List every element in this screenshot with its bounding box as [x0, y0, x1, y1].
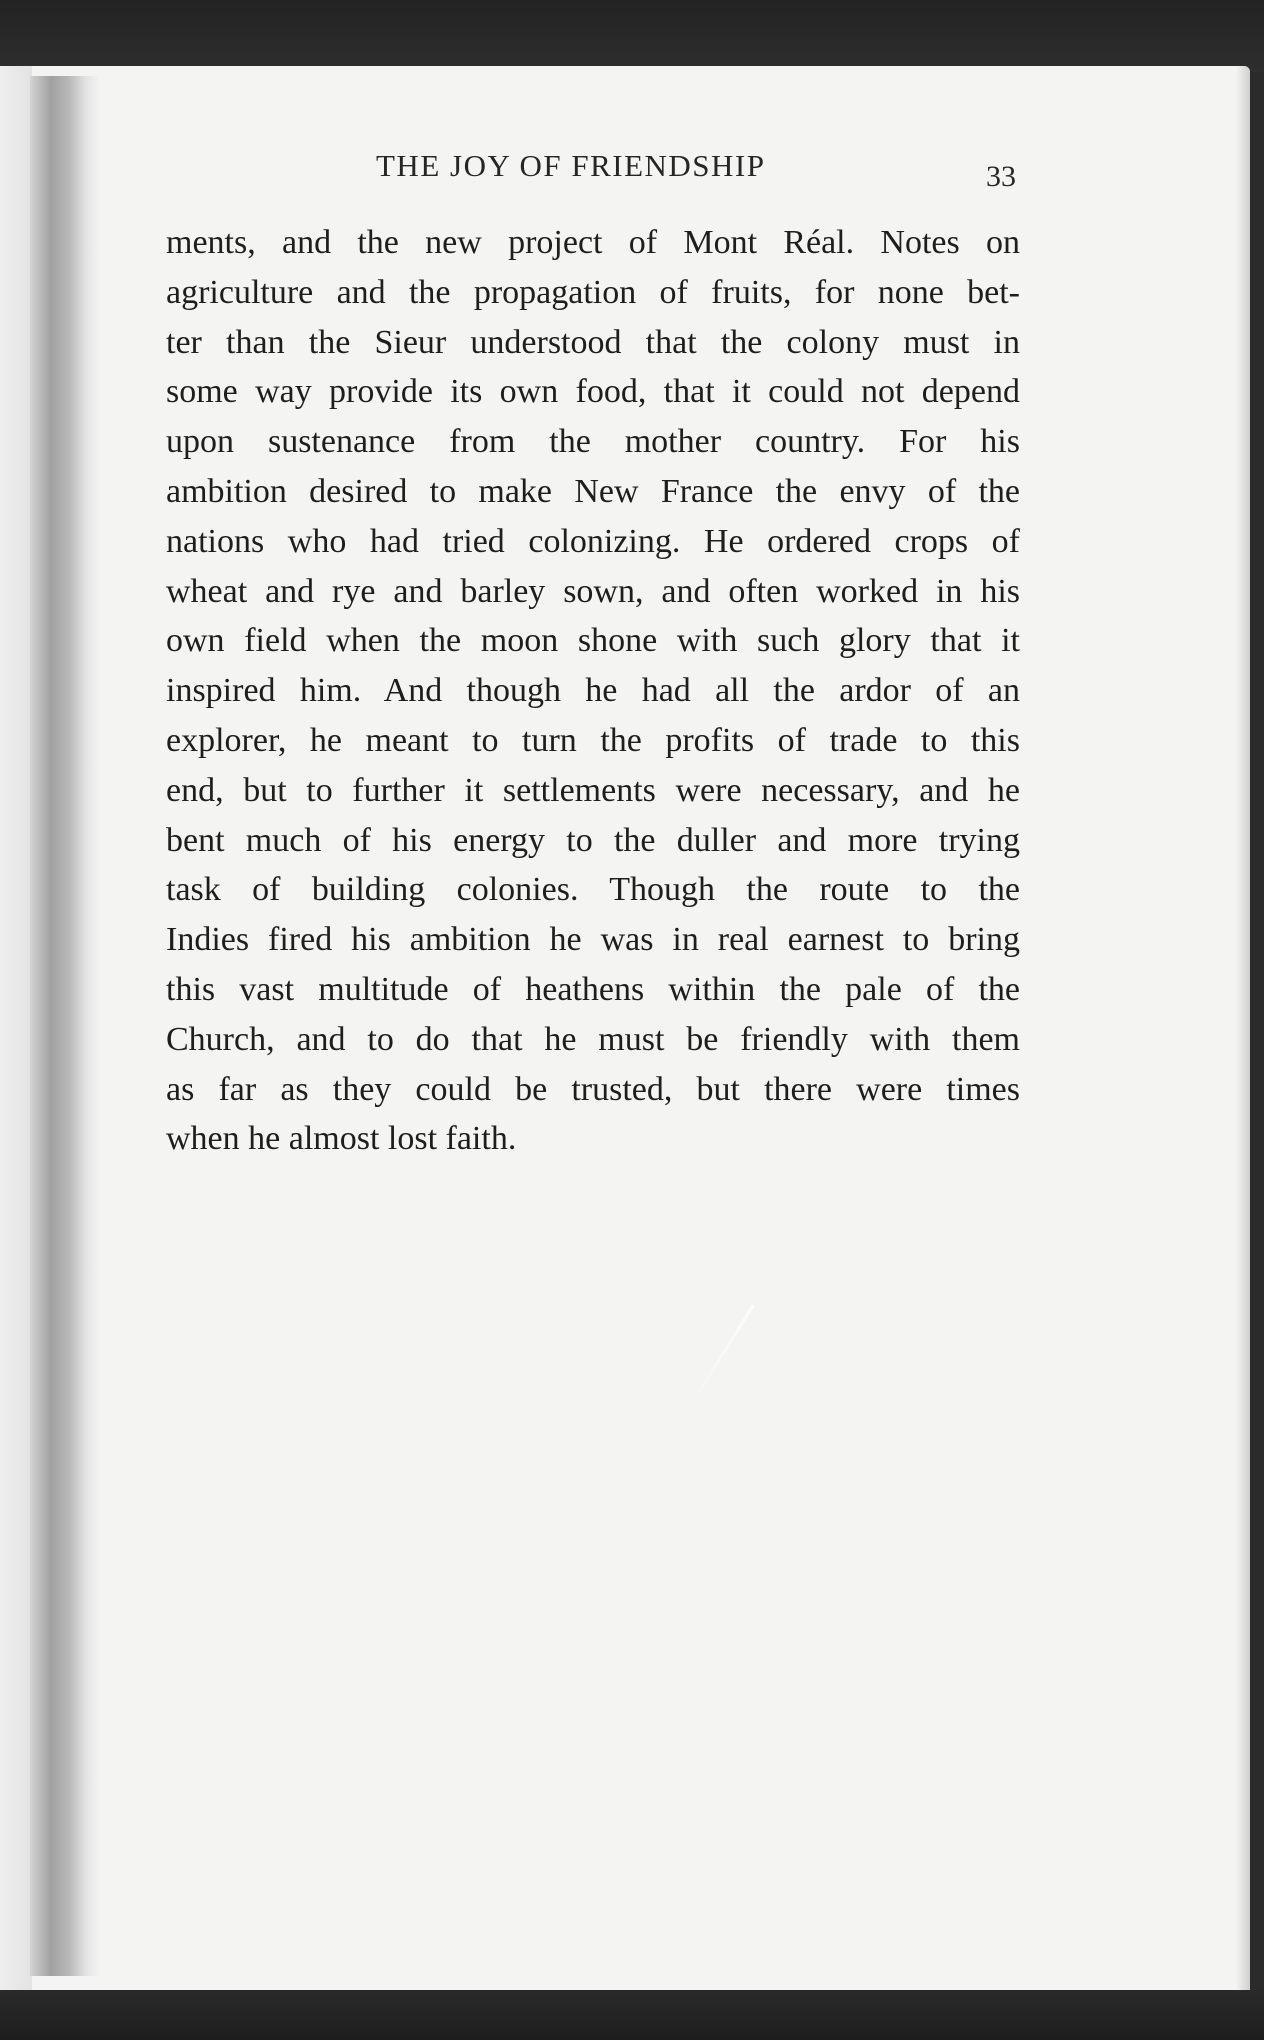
body-paragraph: [166, 218, 1020, 1164]
text-line: bent much of his energy to the duller and more trying: [166, 821, 1020, 859]
scanner-background-bottom: [0, 1990, 1264, 2040]
text-line: agriculture and the propagation of fruits, for none bet-: [166, 273, 1020, 311]
text-line: own field when the moon shone with such glory that it: [166, 622, 1020, 660]
text-line: end, but to further it settlements were necessary, and he: [166, 771, 1020, 809]
text-line: Church, and to do that he must be friendly with them: [166, 1020, 1020, 1058]
scan-smudge: [688, 1304, 754, 1407]
text-line: inspired him. And though he had all the ardor of an: [166, 672, 1020, 710]
page-number: 33: [986, 160, 1016, 193]
text-line: task of building colonies. Though the route to the: [166, 871, 1020, 909]
text-line: ter than the Sieur understood that the colony must in: [166, 323, 1020, 361]
text-line: wheat and rye and barley sown, and often worked in his: [166, 572, 1020, 610]
page-gutter-shadow: [30, 76, 100, 1976]
page-left-edge: [0, 66, 32, 1994]
text-line: Indies fired his ambition he was in real earnest to bring: [166, 921, 1020, 959]
text-line: upon sustenance from the mother country. For his: [166, 423, 1020, 461]
text-line: ments, and the new project of Mont Réal. Notes on: [166, 224, 1020, 261]
text-line: explorer, he meant to turn the profits of trade to this: [166, 721, 1020, 759]
text-line: this vast multitude of heathens within the pale of the: [166, 970, 1020, 1008]
text-line: some way provide its own food, that it could not depend: [166, 373, 1020, 411]
scanner-background-top: [0, 0, 1264, 72]
text-line: nations who had tried colonizing. He ordered crops of: [166, 522, 1020, 560]
page-right-edge: [1236, 66, 1250, 1994]
text-line: when he almost lost faith.: [166, 1120, 517, 1158]
text-line: ambition desired to make New France the envy of the: [166, 472, 1020, 510]
text-line: as far as they could be trusted, but there were times: [166, 1070, 1020, 1108]
running-head: THE JOY OF FRIENDSHIP: [376, 148, 766, 183]
